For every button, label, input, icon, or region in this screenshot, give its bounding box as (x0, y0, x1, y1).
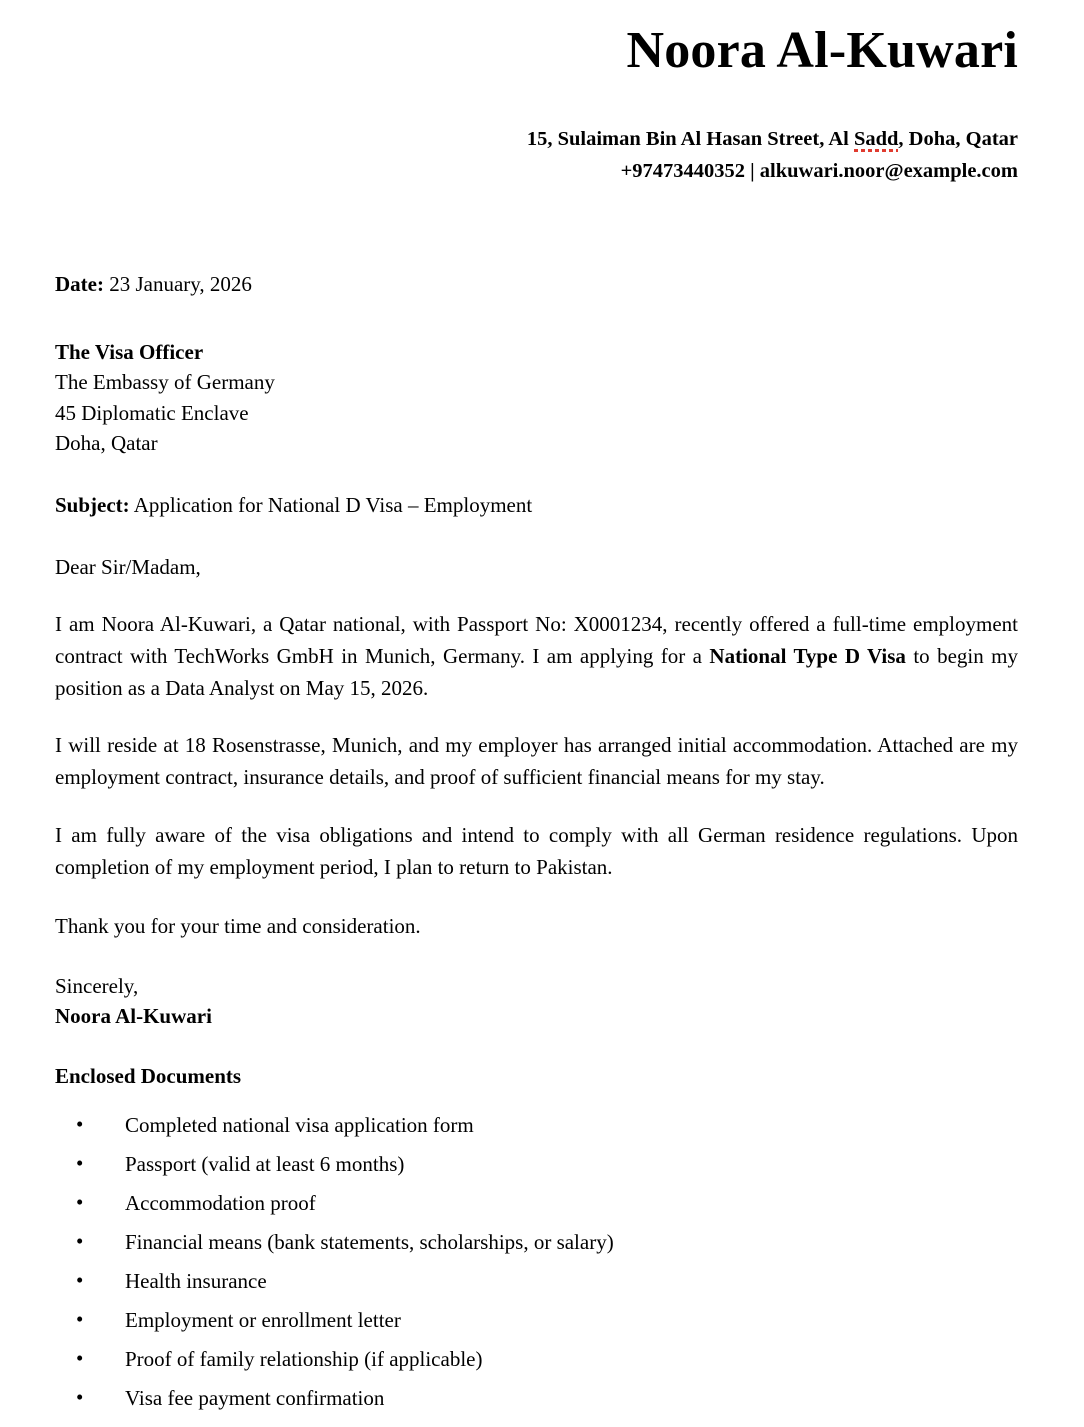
sender-contact-line: +97473440352 | alkuwari.noor@example.com (620, 159, 1018, 182)
recipient-line: The Embassy of Germany (55, 370, 275, 395)
list-item-label: Employment or enrollment letter (125, 1307, 401, 1332)
bullet-icon: • (76, 1267, 84, 1292)
address-suffix: , Doha, Qatar (898, 128, 1018, 151)
subject-line (55, 491, 1018, 521)
bullet-icon: • (76, 1151, 84, 1176)
list-item-label: Financial means (bank statements, scholarships, or salary) (125, 1230, 614, 1255)
body-paragraph (55, 609, 1018, 705)
list-item (55, 1268, 1018, 1307)
subject-value: Application for National D Visa – Employment (133, 493, 533, 518)
bullet-icon: • (76, 1112, 84, 1137)
list-item-label: Accommodation proof (125, 1191, 316, 1216)
body-paragraph (55, 730, 1018, 794)
sender-name: Noora Al-Kuwari (626, 22, 1018, 79)
paragraph-text: I will reside at 18 Rosenstrasse, Munich, and my employer has arranged initial accommodation. Attached are my employment contract, insurance details, and proof of sufficient financial means for my stay. (55, 733, 1018, 790)
body-paragraphs (55, 609, 1018, 884)
bullet-icon: • (76, 1345, 84, 1370)
list-item (55, 1307, 1018, 1346)
list-item-label: Proof of family relationship (if applicable) (125, 1346, 483, 1371)
list-item-label: Health insurance (125, 1268, 267, 1293)
list-item-label: Visa fee payment confirmation (125, 1385, 385, 1410)
recipient-title: The Visa Officer (55, 340, 204, 365)
salutation: Dear Sir/Madam, (55, 554, 201, 579)
enclosed-documents-heading: Enclosed Documents (55, 1064, 242, 1089)
enclosed-documents-list (55, 1112, 1018, 1424)
bullet-icon: • (76, 1229, 84, 1254)
address-prefix: 15, Sulaiman Bin Al Hasan Street, Al (526, 128, 854, 151)
list-item (55, 1346, 1018, 1385)
recipient-block (55, 337, 1018, 458)
spellcheck-misspelled-word: Sadd (854, 128, 898, 153)
list-item-label: Passport (valid at least 6 months) (125, 1152, 405, 1177)
bullet-icon: • (76, 1384, 84, 1409)
valediction: Sincerely, (55, 973, 139, 998)
body-paragraph (55, 820, 1018, 884)
sender-contact-block (55, 124, 1018, 187)
sender-address-line (55, 124, 1018, 156)
subject-label: Subject: (55, 493, 130, 518)
list-item-label: Completed national visa application form (125, 1113, 474, 1138)
recipient-line: 45 Diplomatic Enclave (55, 400, 249, 425)
list-item (55, 1229, 1018, 1268)
emphasis-text: National Type D Visa (709, 643, 906, 668)
list-item (55, 1151, 1018, 1190)
paragraph-text: to begin my position as a Data Analyst on May 15, 2026. (55, 643, 1018, 700)
date-line (55, 270, 1018, 300)
date-label: Date: (55, 272, 104, 297)
bullet-icon: • (76, 1190, 84, 1215)
paragraph-text: I am fully aware of the visa obligations and intend to comply with all German residence regulations. Upon completion of my employment period, I plan to return to Pakistan. (55, 823, 1018, 880)
signature-block (55, 971, 1018, 1031)
date-value: 23 January, 2026 (109, 272, 252, 297)
list-item (55, 1112, 1018, 1151)
letterhead (55, 0, 1018, 187)
bullet-icon: • (76, 1306, 84, 1331)
signer-name: Noora Al-Kuwari (55, 1004, 212, 1029)
list-item (55, 1385, 1018, 1424)
closing-thanks: Thank you for your time and consideration. (55, 914, 421, 939)
recipient-line: Doha, Qatar (55, 430, 158, 455)
letter-content (55, 0, 1018, 1424)
paragraph-text: I am Noora Al-Kuwari, a Qatar national, with Passport No: X0001234, recently offered a full-time employment contract with TechWorks GmbH in Munich, Germany. I am applying for a (55, 611, 1018, 668)
list-item (55, 1190, 1018, 1229)
